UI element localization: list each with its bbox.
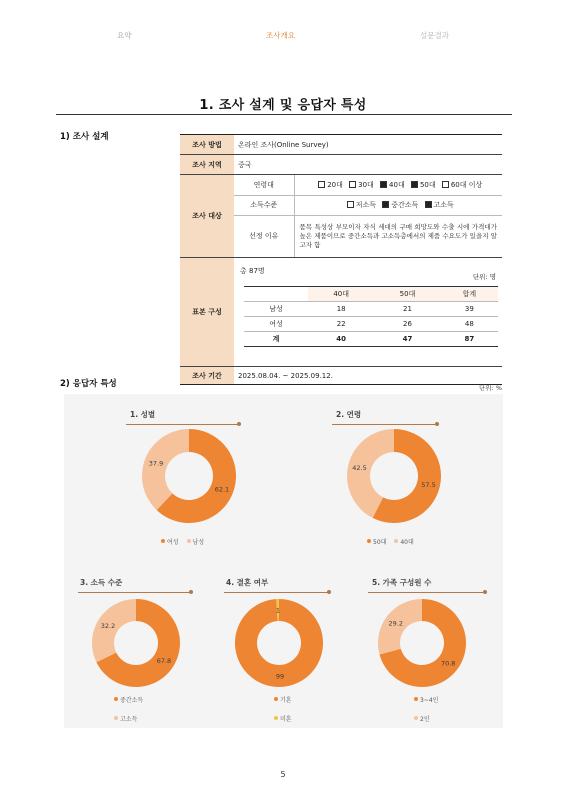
legend-dot [274,716,278,720]
checkbox-icon [349,181,356,188]
income-option[interactable]: 중간소득 [382,201,418,209]
row-value: 중국 [234,155,502,175]
age-label: 연령대 [234,175,294,195]
unit-label: 단위: % [479,384,502,392]
legend-item: 여성 [161,539,179,546]
reason-text: 품목 특성상 부모이자 자식 세대의 구매 희망도와 수출 시에 가격대가 높은 제품이므로 중간소득과 고소득층에서의 제품 수요도가 있을지 알고자 함 [294,215,502,257]
cell: 40 [308,332,374,347]
chart-title-marital: 4. 결혼 여부 [226,578,269,587]
gender-donut-chart [135,428,243,524]
legend-dot [394,539,398,543]
chart-title-gender: 1. 성별 [130,410,156,419]
title-dot [189,590,193,594]
income-option[interactable]: 저소득 [347,201,376,209]
cell: 22 [308,317,374,332]
row-target [180,175,502,258]
row-label: 표본 구성 [180,258,234,367]
row-value: 온라인 조사(Online Survey) [234,135,502,155]
data-label: 42.5 [352,464,367,473]
checkbox-icon [442,181,449,188]
data-label: 1 [275,606,281,615]
col-header: 합계 [441,287,498,302]
legend-dot [114,716,118,720]
legend-dot [114,697,118,701]
title-underline [126,424,238,425]
section-title-design: 1) 조사 설계 [60,132,109,142]
cell: 18 [308,302,374,317]
data-label: 62.1 [214,485,230,494]
legend-item: 3~4인 [414,695,438,704]
table-row [244,317,498,332]
row-sample [180,258,502,367]
row-header: 남성 [244,302,308,317]
checked-box-icon [425,201,432,208]
chart-title-household: 5. 가족 구성원 수 [372,578,432,587]
cell: 48 [441,317,498,332]
legend-item: 50대 [367,539,386,546]
legend-item: 남성 [187,539,205,546]
sample-total: 총 87명 [240,267,265,275]
chart-title-age: 2. 연령 [336,410,362,419]
cell: 26 [374,317,440,332]
marital-legend [274,695,298,733]
data-label: 29.2 [388,619,404,628]
income-legend [114,695,149,733]
cell: 39 [441,302,498,317]
survey-design-table [180,134,502,385]
cell: 21 [374,302,440,317]
title-dot [237,422,241,426]
title-underline [78,592,190,593]
income-option[interactable]: 고소득 [425,201,454,209]
legend-item: 2인 [414,714,438,723]
data-label: 67.8 [156,657,172,666]
reason-label: 선정 이유 [234,215,294,257]
data-label: 70.8 [440,659,456,668]
chart-title-income: 3. 소득 수준 [80,578,123,587]
legend-item: 고소득 [114,714,143,723]
age-option[interactable]: 40대 [380,181,405,189]
title-divider [56,114,512,115]
age-option[interactable]: 20대 [318,181,343,189]
title-dot [483,590,487,594]
table-row-total [244,332,498,347]
col-header: 50대 [374,287,440,302]
row-label: 조사 방법 [180,135,234,155]
age-legend [367,537,420,546]
row-header: 여성 [244,317,308,332]
row-label: 조사 대상 [180,175,234,258]
col-header: 40대 [308,287,374,302]
age-option[interactable]: 50대 [411,181,436,189]
marital-donut-chart [235,599,325,689]
checked-box-icon [380,181,387,188]
cell: 87 [441,332,498,347]
title-underline [368,592,484,593]
checkbox-icon [318,181,325,188]
page-title: 1. 조사 설계 및 응답자 특성 [199,98,367,113]
checked-box-icon [382,201,389,208]
title-dot [327,590,331,594]
page-number: 5 [280,770,286,779]
row-value: 2025.08.04. ~ 2025.09.12. [234,367,502,385]
data-label: 32.2 [100,621,116,630]
legend-item: 기혼 [274,695,292,704]
row-method [180,135,502,155]
legend-dot [274,697,278,701]
income-options [294,195,502,215]
age-options [294,175,502,195]
sample-unit: 단위: 명 [472,273,496,281]
row-region [180,155,502,175]
legend-item: 40대 [394,539,413,546]
data-label: 37.9 [148,459,164,468]
age-option[interactable]: 60대 이상 [442,181,482,189]
donut-slice-남성 [142,429,189,510]
household-donut-chart [378,599,468,689]
legend-dot [161,539,165,543]
sample-table [244,286,498,347]
income-donut-chart [92,599,182,689]
income-label: 소득수준 [234,195,294,215]
legend-dot [414,716,418,720]
title-underline [224,592,328,593]
nav-item-overview[interactable]: 조사개요 [266,31,295,40]
donut-slice-고소득 [92,599,136,662]
gender-legend [161,537,210,546]
legend-dot [367,539,371,543]
target-subtable [234,175,502,257]
age-donut-chart [340,428,448,524]
row-header: 계 [244,332,308,347]
legend-item: 미혼 [274,714,292,723]
checkbox-icon [347,201,354,208]
nav-item-results[interactable]: 설문결과 [420,31,449,40]
title-underline [332,424,436,425]
table-row [244,302,498,317]
title-dot [435,422,439,426]
respondent-charts-panel [64,394,503,728]
household-legend [414,695,444,733]
sample-header-row [244,287,498,302]
top-nav [0,30,566,44]
row-label: 조사 기간 [180,367,234,385]
data-label: 57.5 [421,480,436,489]
legend-item: 중간소득 [114,695,143,704]
legend-dot [414,697,418,701]
row-label: 조사 지역 [180,155,234,175]
age-option[interactable]: 30대 [349,181,374,189]
section-title-respondents: 2) 응답자 특성 [60,379,117,389]
checked-box-icon [411,181,418,188]
row-period [180,367,502,385]
cell: 47 [374,332,440,347]
legend-dot [187,539,191,543]
data-label: 99 [275,672,285,681]
nav-item-summary[interactable]: 요약 [117,31,132,40]
